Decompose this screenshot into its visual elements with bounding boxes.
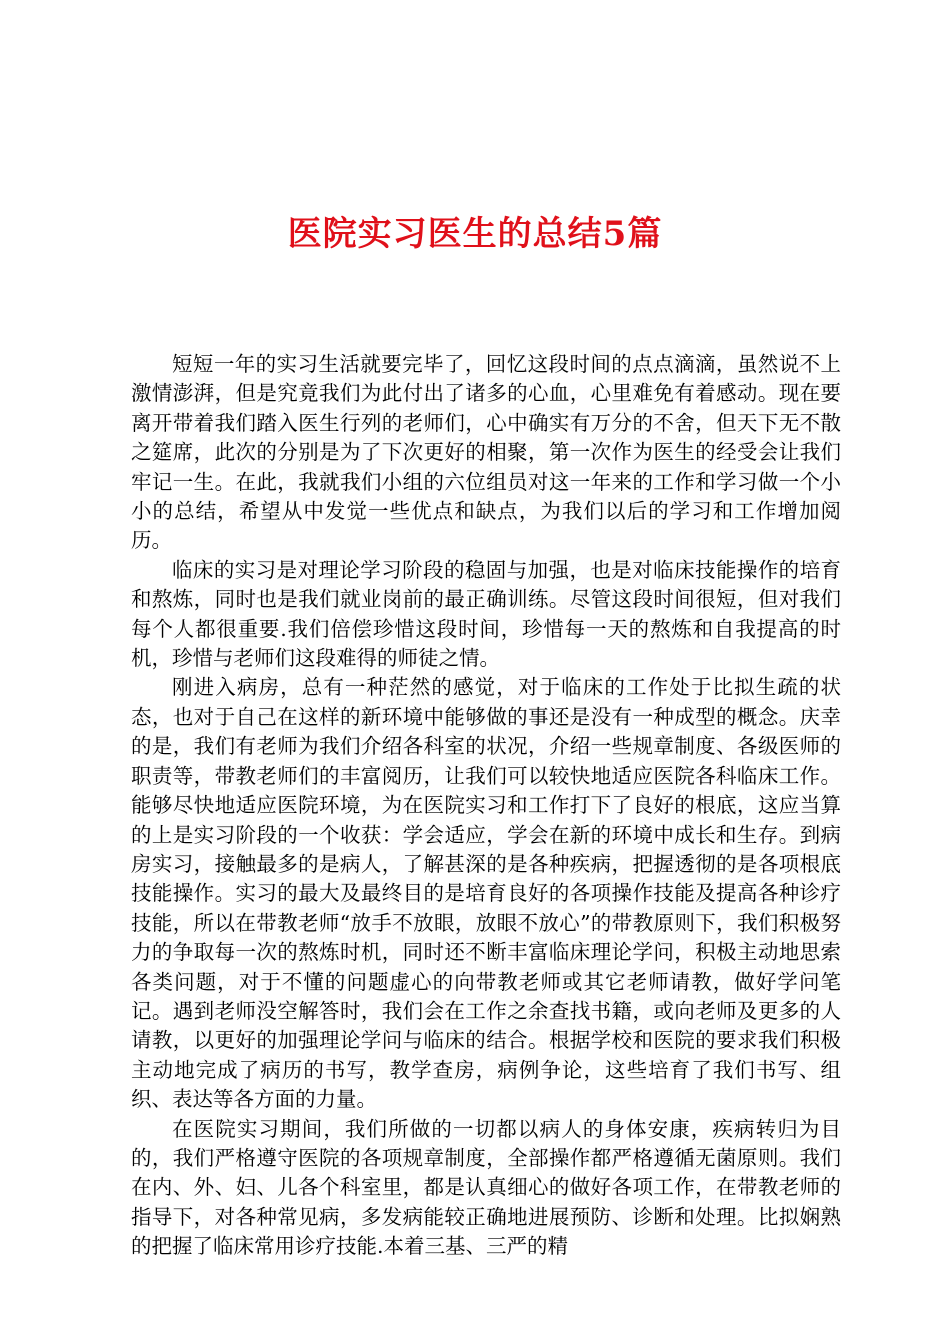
- paragraph-2: 临床的实习是对理论学习阶段的稳固与加强，也是对临床技能操作的培育和熬炼，同时也是我们就业岗前的最正确训练。尽管这段时间很短，但对我们每个人都很重要.我们倍偿珍惜这段时间，珍惜每一天的熬炼和自我提高的时机，珍惜与老师们这段难得的师徒之情。: [131, 557, 841, 671]
- paragraph-3: 刚进入病房，总有一种茫然的感觉，对于临床的工作处于比拟生疏的状态，也对于自己在这样的新环境中能够做的事还是没有一种成型的概念。庆幸的是，我们有老师为我们介绍各科室的状况，介绍一些规章制度、各级医师的职责等，带教老师们的丰富阅历，让我们可以较快地适应医院各科临床工作。能够尽快地适应医院环境，为在医院实习和工作打下了良好的根底，这应当算的上是实习阶段的一个收获：学会适应，学会在新的环境中成长和生存。到病房实习，接触最多的是病人，了解甚深的是各种疾病，把握透彻的是各项根底技能操作。实习的最大及最终目的是培育良好的各项操作技能及提高各种诊疗技能，所以在带教老师“放手不放眼，放眼不放心”的带教原则下，我们积极努力的争取每一次的熬炼时机，同时还不断丰富临床理论学问，积极主动地思索各类问题，对于不懂的问题虚心的向带教老师或其它老师请教，做好学问笔记。遇到老师没空解答时，我们会在工作之余查找书籍，或向老师及更多的人请教，以更好的加强理论学问与临床的结合。根据学校和医院的要求我们积极主动地完成了病历的书写，教学查房，病例争论，这些培育了我们书写、组织、表达等各方面的力量。: [131, 675, 841, 1112]
- document-title: 医院实习医生的总结5篇: [287, 214, 663, 254]
- document-body: [131, 350, 841, 1262]
- paragraph-1: 短短一年的实习生活就要完毕了，回忆这段时间的点点滴滴，虽然说不上激情澎湃，但是究竟我们为此付出了诸多的心血，心里难免有着感动。现在要离开带着我们踏入医生行列的老师们，心中确实有万分的不舍，但天下无不散之筵席，此次的分别是为了下次更好的相聚，第一次作为医生的经受会让我们牢记一生。在此，我就我们小组的六位组员对这一年来的工作和学习做一个小小的总结，希望从中发觉一些优点和缺点，为我们以后的学习和工作增加阅历。: [131, 352, 841, 553]
- paragraph-4: 在医院实习期间，我们所做的一切都以病人的身体安康，疾病转归为目的，我们严格遵守医院的各项规章制度，全部操作都严格遵循无菌原则。我们在内、外、妇、儿各个科室里，都是认真细心的做好各项工作，在带教老师的指导下，对各种常见病，多发病能较正确地进展预防、诊断和处理。比拟娴熟的把握了临床常用诊疗技能.本着三基、三严的精: [131, 1116, 841, 1259]
